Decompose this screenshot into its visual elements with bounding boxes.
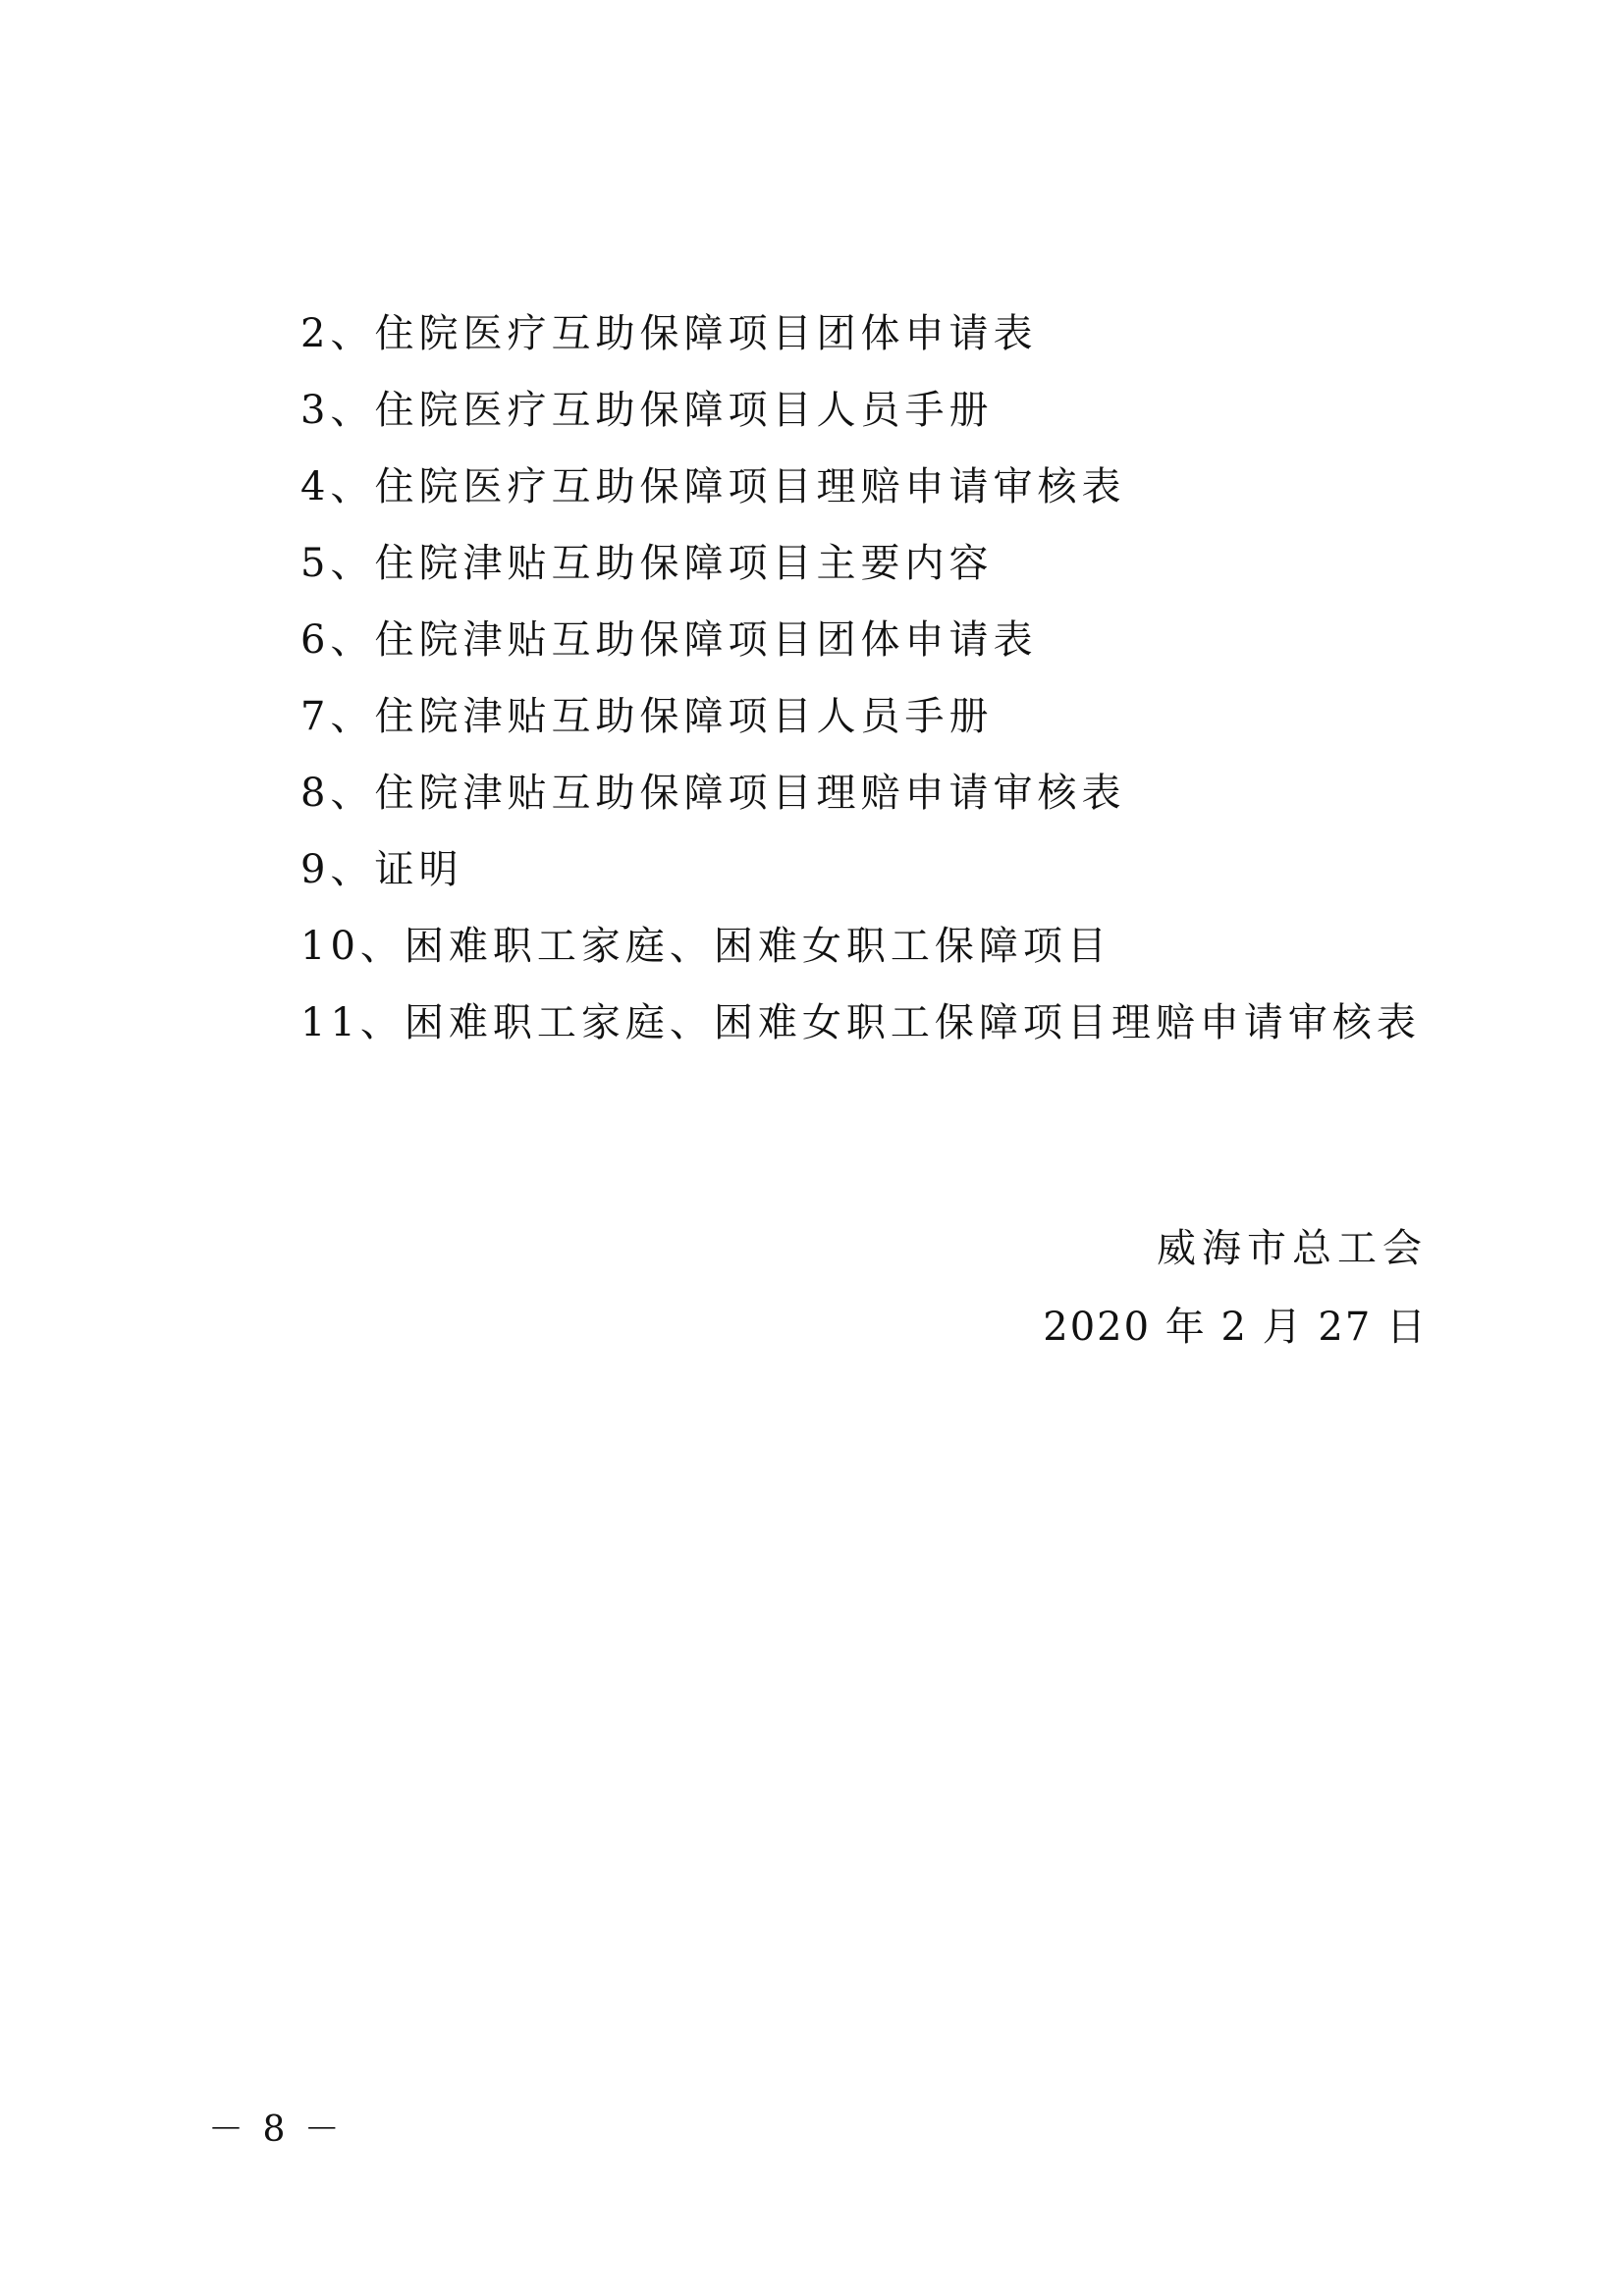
signature-block [1043,1227,1428,1349]
issue-date: 2020 年 2 月 27 日 [1043,1305,1428,1350]
attachment-item: 8、住院津贴互助保障项目理赔申请审核表 [300,771,1126,816]
attachment-item: 11、困难职工家庭、困难女职工保障项目理赔申请审核表 [300,1000,1421,1045]
attachment-item: 10、困难职工家庭、困难女职工保障项目 [300,924,1111,969]
attachment-item: 6、住院津贴互助保障项目团体申请表 [300,617,1038,663]
attachment-item: 2、住院医疗互助保障项目团体申请表 [300,311,1038,356]
attachment-list [300,312,1421,1078]
page-number: － 8 － [208,2109,344,2150]
attachment-item: 9、证明 [300,847,463,892]
attachment-item: 5、住院津贴互助保障项目主要内容 [300,541,994,586]
issuing-organization: 威海市总工会 [1157,1226,1428,1271]
attachment-item: 7、住院津贴互助保障项目人员手册 [300,694,994,739]
attachment-item: 3、住院医疗互助保障项目人员手册 [300,388,994,433]
attachment-item: 4、住院医疗互助保障项目理赔申请审核表 [300,464,1126,509]
